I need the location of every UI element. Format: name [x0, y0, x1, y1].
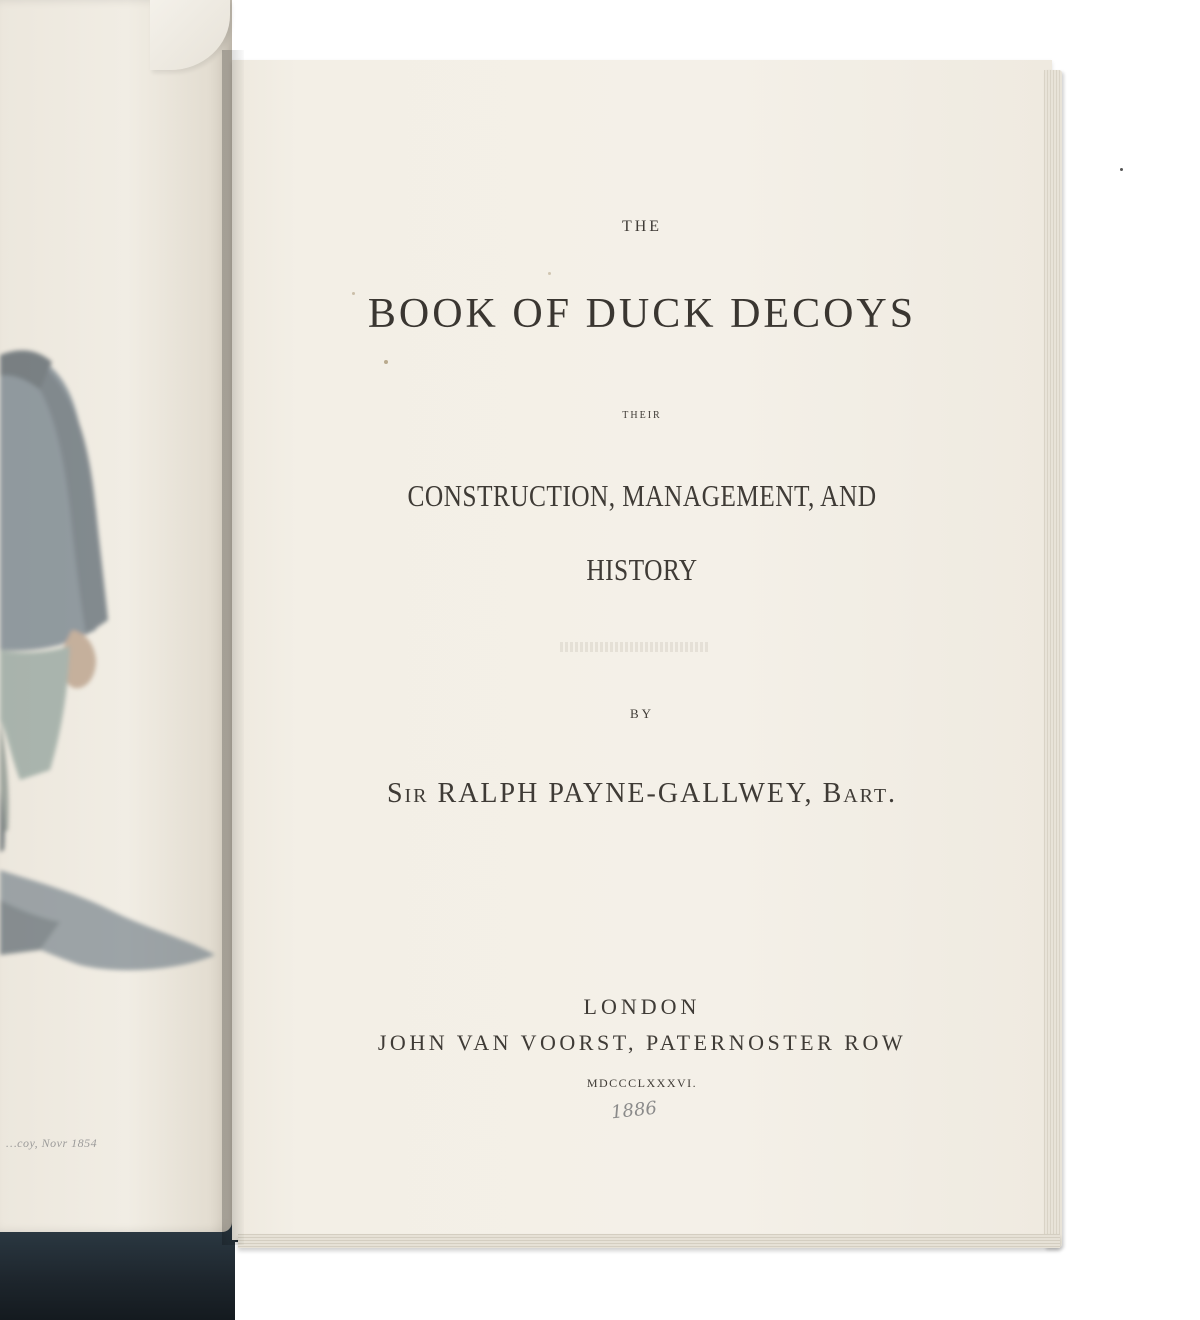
title-their: THEIR [622, 410, 662, 421]
title-the: THE [621, 218, 663, 235]
author-name: RALPH PAYNE-GALLWEY, [437, 778, 814, 809]
page-curl [150, 0, 230, 70]
imprint-year: MDCCCLXXXVI. [586, 1076, 698, 1090]
book-binding [0, 1225, 235, 1320]
subtitle-line-1: CONSTRUCTION, MANAGEMENT, AND [407, 478, 877, 513]
author-prefix: Sir [386, 778, 429, 809]
author-line [232, 778, 1052, 810]
dust-speck [1120, 168, 1123, 171]
foxing-spot [548, 272, 551, 275]
frontispiece-figure-illustration [0, 250, 232, 1010]
subtitle-line-2: HISTORY [586, 552, 698, 587]
imprint-publisher: JOHN VAN VOORST, PATERNOSTER ROW [377, 1030, 907, 1055]
book-title: BOOK OF DUCK DECOYS [367, 291, 917, 337]
page-fore-edge [1044, 70, 1062, 1248]
imprint-city: LONDON [583, 994, 701, 1019]
handwritten-year: 1886 [610, 1097, 658, 1124]
author-suffix: Bart. [822, 778, 898, 809]
left-page-tissue-guard [0, 0, 232, 1232]
faint-stamp-mark [560, 642, 710, 652]
frontispiece-caption: …coy, Novr 1854 [6, 1136, 98, 1150]
foxing-spot [384, 360, 388, 364]
page-bottom-edge [238, 1234, 1060, 1248]
title-by: BY [629, 706, 655, 721]
